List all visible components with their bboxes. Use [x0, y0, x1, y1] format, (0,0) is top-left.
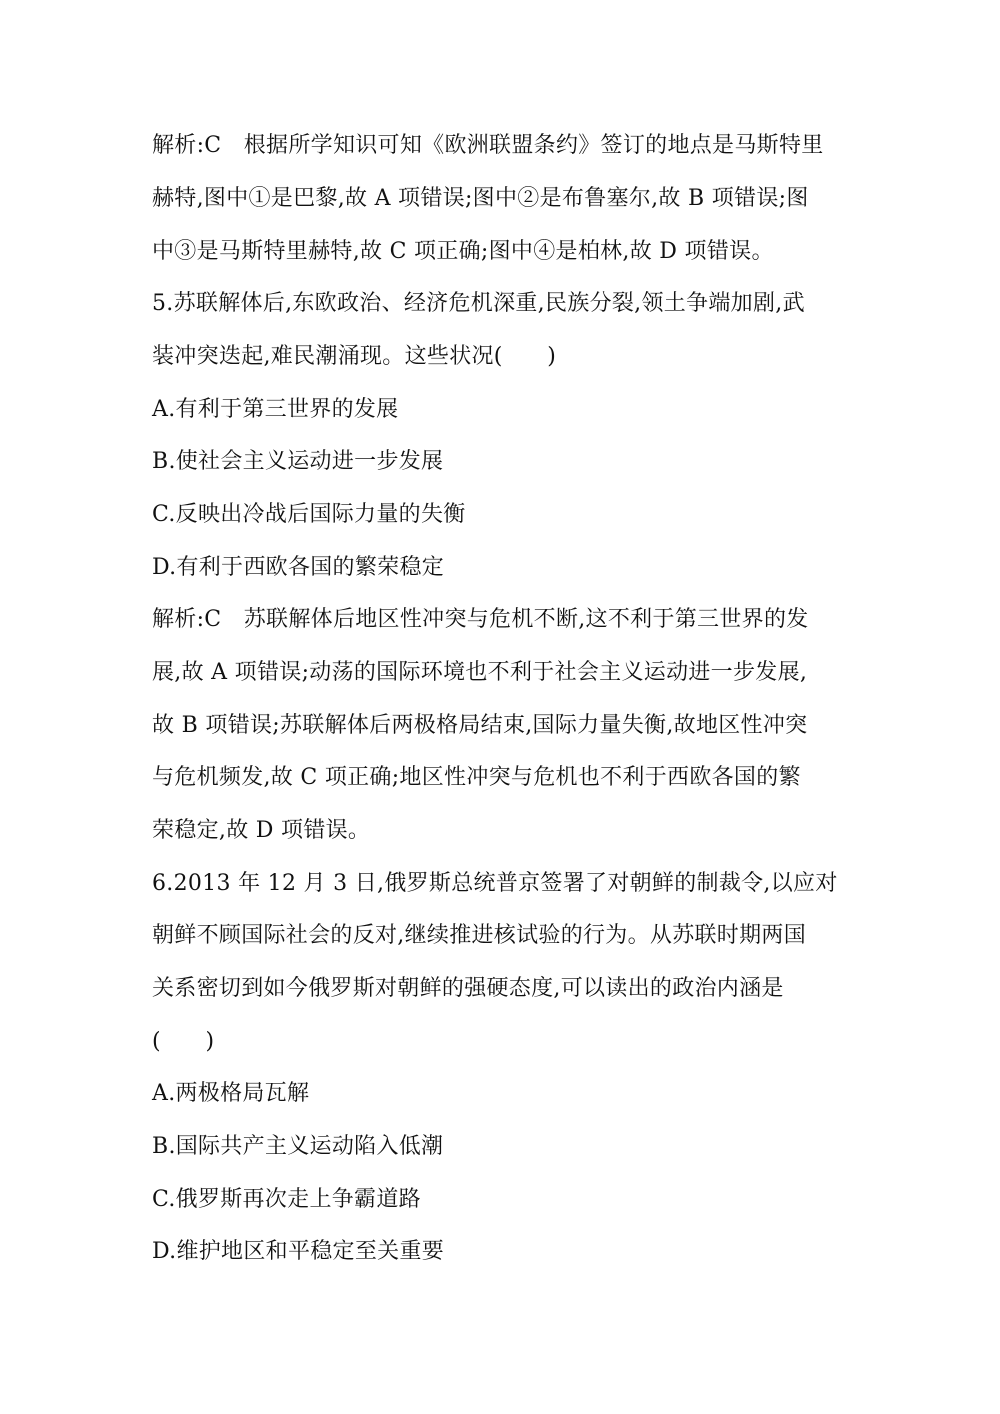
question-5-option-a: A.有利于第三世界的发展 [152, 397, 399, 422]
analysis-q5-line-3: 故 B 项错误;苏联解体后两极格局结束,国际力量失衡,故地区性冲突 [152, 713, 808, 738]
question-5-option-b: B.使社会主义运动进一步发展 [152, 449, 444, 474]
question-6-option-c: C.俄罗斯再次走上争霸道路 [152, 1187, 421, 1212]
analysis-q4-line-1: 解析:C 根据所学知识可知《欧洲联盟条约》签订的地点是马斯特里 [152, 133, 824, 158]
question-6-option-d: D.维护地区和平稳定至关重要 [152, 1239, 445, 1264]
question-6-stem-line-1: 6.2013 年 12 月 3 日,俄罗斯总统普京签署了对朝鲜的制裁令,以应对 [152, 871, 838, 896]
analysis-q4-line-3: 中③是马斯特里赫特,故 C 项正确;图中④是柏林,故 D 项错误。 [152, 239, 774, 264]
question-6-stem-line-3: 关系密切到如今俄罗斯对朝鲜的强硬态度,可以读出的政治内涵是 [152, 976, 784, 1001]
analysis-q4-line-2: 赫特,图中①是巴黎,故 A 项错误;图中②是布鲁塞尔,故 B 项错误;图 [152, 186, 809, 211]
analysis-q5-line-2: 展,故 A 项错误;动荡的国际环境也不利于社会主义运动进一步发展, [152, 660, 808, 685]
question-6-option-a: A.两极格局瓦解 [152, 1081, 310, 1106]
analysis-q5-line-4: 与危机频发,故 C 项正确;地区性冲突与危机也不利于西欧各国的繁 [152, 765, 801, 790]
question-5-option-d: D.有利于西欧各国的繁荣稳定 [152, 555, 445, 580]
question-5-stem-line-1: 5.苏联解体后,东欧政治、经济危机深重,民族分裂,领土争端加剧,武 [152, 291, 805, 316]
analysis-q5-line-5: 荣稳定,故 D 项错误。 [152, 818, 371, 843]
question-6-stem-line-2: 朝鲜不顾国际社会的反对,继续推进核试验的行为。从苏联时期两国 [152, 923, 806, 948]
question-6-option-b: B.国际共产主义运动陷入低潮 [152, 1134, 444, 1159]
question-5-stem-line-2: 装冲突迭起,难民潮涌现。这些状况( ) [152, 344, 557, 369]
analysis-q5-line-1: 解析:C 苏联解体后地区性冲突与危机不断,这不利于第三世界的发 [152, 607, 809, 632]
question-6-stem-line-4: ( ) [152, 1029, 215, 1054]
question-5-option-c: C.反映出冷战后国际力量的失衡 [152, 502, 466, 527]
